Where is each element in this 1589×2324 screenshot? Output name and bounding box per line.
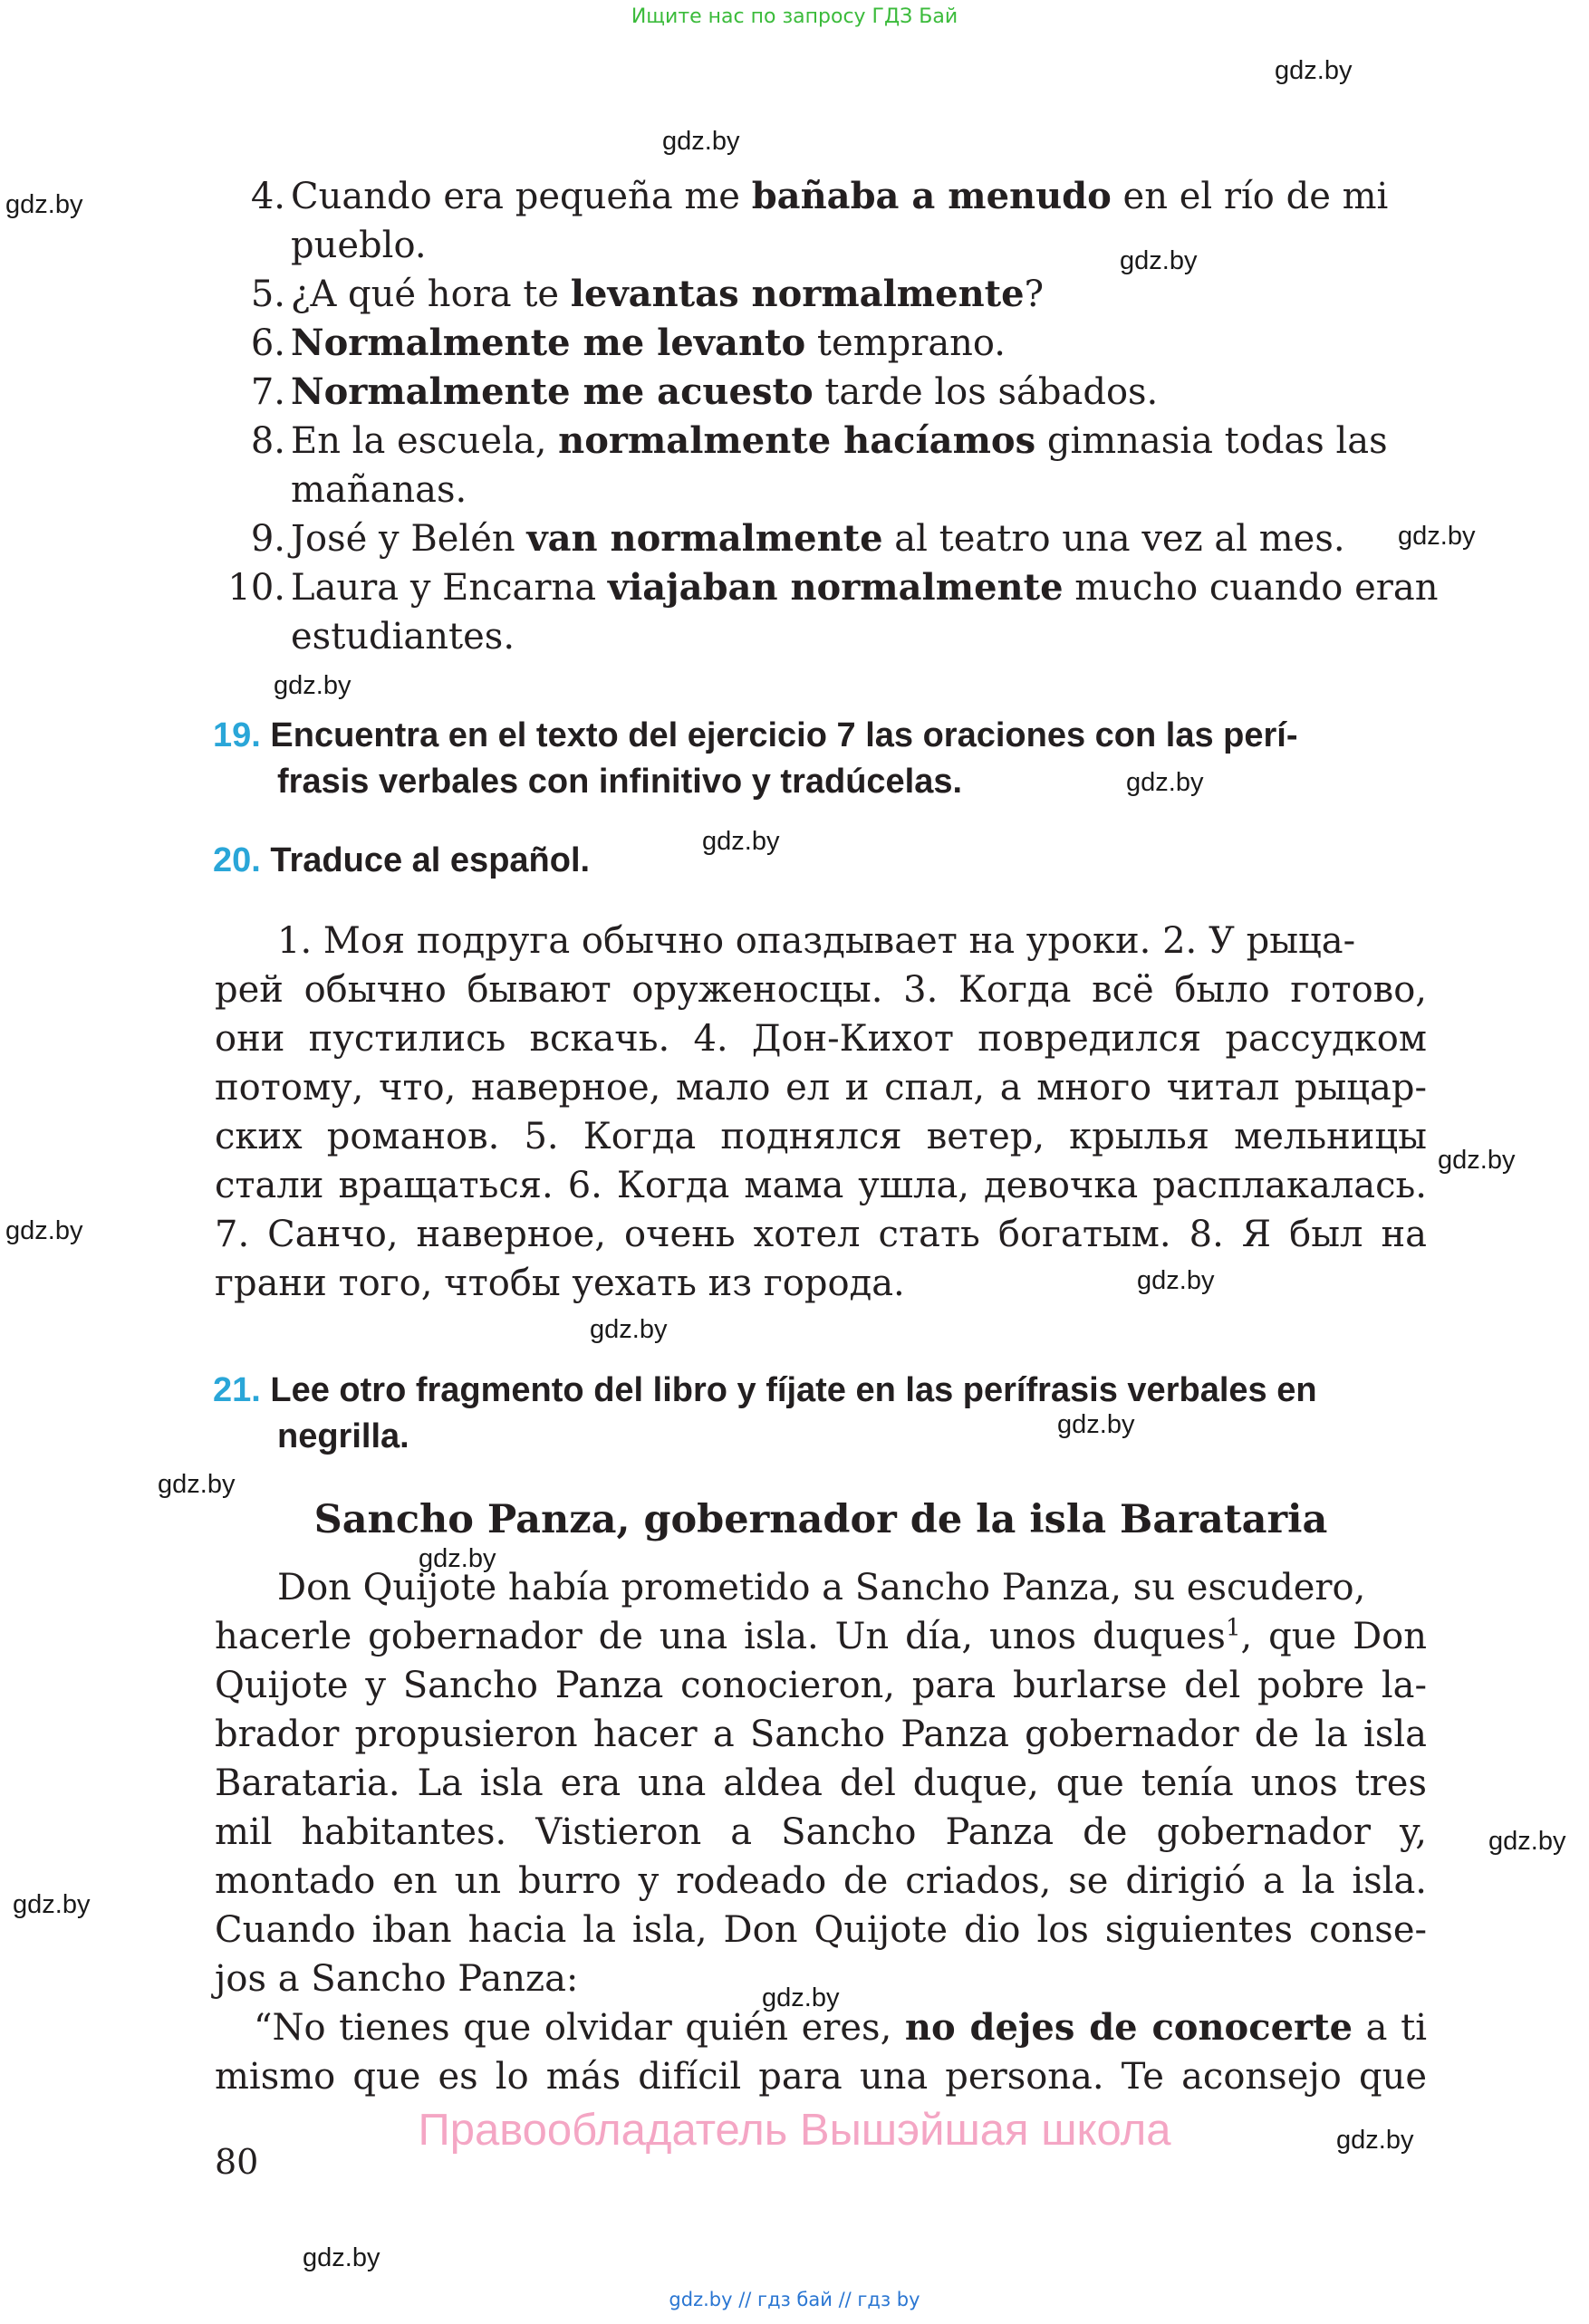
list-item-continuation: pueblo. bbox=[291, 225, 427, 266]
watermark: gdz.by bbox=[274, 671, 352, 700]
task-text: Encuentra en el texto del ejercicio 7 las oraciones con las perí- bbox=[270, 716, 1298, 754]
story-text: “No tienes que olvidar quién eres, bbox=[254, 2007, 905, 2049]
task-number: 20. bbox=[213, 841, 261, 879]
footer-links[interactable]: gdz.by // гдз бай // гдз by bbox=[669, 2289, 920, 2310]
story-line: montado en un burro y rodeado de criados, se dirigió a la isla. bbox=[215, 1860, 1427, 1902]
list-item-bold: normalmente hacíamos bbox=[558, 419, 1036, 462]
story-line: brador propusieron hacer a Sancho Panza gobernador de la isla bbox=[215, 1714, 1427, 1755]
list-item bbox=[208, 563, 1438, 612]
russian-line: стали вращаться. 6. Когда мама ушла, девочка расплакалась. bbox=[215, 1165, 1427, 1206]
task-text: Traduce al español. bbox=[270, 841, 591, 879]
russian-line: 7. Санчо, наверное, очень хотел стать богатым. 8. Я был на bbox=[215, 1214, 1427, 1255]
list-item-number: 10. bbox=[227, 567, 285, 609]
story-title: Sancho Panza, gobernador de la isla Barataria bbox=[313, 1497, 1328, 1542]
story-line: Barataria. La isla era una aldea del duque, que tenía unos tres bbox=[215, 1762, 1427, 1804]
story-text: a ti bbox=[1353, 2007, 1427, 2049]
watermark: gdz.by bbox=[1126, 768, 1204, 797]
list-item bbox=[208, 319, 1006, 368]
story-bold: no dejes de conocerte bbox=[904, 2006, 1353, 2049]
top-banner: Ищите нас по запросу ГДЗ Бай bbox=[631, 5, 958, 28]
list-item-bold: van normalmente bbox=[526, 517, 883, 560]
list-item-text: mucho cuando eran bbox=[1063, 567, 1439, 609]
story-line: mismo que es lo más difícil para una persona. Te aconsejo que bbox=[215, 2056, 1427, 2098]
list-item-number: 8. bbox=[250, 420, 285, 462]
watermark: gdz.by bbox=[1438, 1146, 1516, 1175]
watermark: gdz.by bbox=[419, 1544, 496, 1573]
russian-line: грани того, чтобы уехать из города. bbox=[215, 1263, 905, 1304]
list-item-text: gimnasia todas las bbox=[1035, 420, 1388, 462]
list-item-number: 9. bbox=[250, 518, 285, 560]
list-item-text: temprano. bbox=[805, 322, 1006, 364]
watermark: gdz.by bbox=[1398, 522, 1476, 551]
watermark: gdz.by bbox=[1057, 1410, 1135, 1439]
story-line: Don Quijote había prometido a Sancho Panza, su escudero, bbox=[277, 1567, 1366, 1609]
russian-line: потому, что, наверное, мало ел и спал, а много читал рыцар- bbox=[215, 1067, 1427, 1109]
story-line: mil habitantes. Vistieron a Sancho Panza de gobernador y, bbox=[215, 1811, 1427, 1853]
list-item-bold: viajaban normalmente bbox=[607, 566, 1064, 609]
story-line: Cuando iban hacia la isla, Don Quijote dio los siguientes conse- bbox=[215, 1909, 1427, 1951]
list-item-bold: Normalmente me levanto bbox=[291, 322, 806, 364]
list-item-number: 5. bbox=[250, 274, 285, 315]
list-item-text: En la escuela, bbox=[291, 420, 559, 462]
list-item-text: ¿A qué hora te bbox=[291, 274, 571, 315]
russian-line: они пустились вскачь. 4. Дон-Кихот повредился рассудком bbox=[215, 1018, 1427, 1060]
list-item-number: 6. bbox=[250, 322, 285, 364]
list-item-text: tarde los sábados. bbox=[813, 371, 1159, 413]
task-number: 21. bbox=[213, 1371, 261, 1409]
story-line bbox=[215, 1612, 1427, 1661]
watermark: gdz.by bbox=[1137, 1266, 1215, 1295]
watermark: gdz.by bbox=[303, 2243, 380, 2272]
russian-line: 1. Моя подруга обычно опаздывает на уроки. 2. У рыца- bbox=[277, 920, 1356, 962]
list-item-text: al teatro una vez al mes. bbox=[882, 518, 1345, 560]
watermark: gdz.by bbox=[1275, 56, 1353, 85]
page-number: 80 bbox=[215, 2142, 259, 2182]
task-19-line1 bbox=[213, 713, 1298, 758]
task-21-line1 bbox=[213, 1368, 1317, 1413]
copyright-notice: Правообладатель Вышэйшая школа bbox=[418, 2106, 1171, 2155]
list-item bbox=[208, 514, 1345, 563]
watermark: gdz.by bbox=[13, 1890, 91, 1919]
list-item bbox=[208, 270, 1044, 319]
list-item-text: Cuando era pequeña me bbox=[291, 176, 752, 217]
watermark: gdz.by bbox=[1120, 246, 1198, 275]
list-item-text: Laura y Encarna bbox=[291, 567, 608, 609]
story-text: hacerle gobernador de una isla. Un día, unos duques bbox=[215, 1616, 1226, 1657]
task-21-line2: negrilla. bbox=[277, 1417, 409, 1455]
footnote-marker: 1 bbox=[1225, 1614, 1241, 1642]
list-item-text: ? bbox=[1024, 274, 1045, 315]
russian-line: рей обычно бывают оруженосцы. 3. Когда всё было готово, bbox=[215, 969, 1427, 1011]
watermark: gdz.by bbox=[702, 827, 780, 856]
list-item-bold: levantas normalmente bbox=[570, 273, 1025, 315]
watermark: gdz.by bbox=[590, 1315, 668, 1344]
watermark: gdz.by bbox=[1336, 2126, 1414, 2155]
list-item bbox=[208, 417, 1388, 466]
list-item-text: José y Belén bbox=[291, 518, 527, 560]
list-item-continuation: estudiantes. bbox=[291, 616, 515, 658]
watermark: gdz.by bbox=[5, 1216, 83, 1245]
story-quote-line bbox=[254, 2003, 1427, 2052]
russian-line: ских романов. 5. Когда поднялся ветер, крылья мельницы bbox=[215, 1116, 1427, 1157]
list-item bbox=[208, 368, 1158, 417]
task-20 bbox=[213, 838, 590, 883]
story-line: Quijote y Sancho Panza conocieron, para burlarse del pobre la- bbox=[215, 1665, 1427, 1706]
list-item-bold: bañaba a menudo bbox=[751, 175, 1112, 217]
list-item bbox=[208, 172, 1388, 221]
task-19-line2: frasis verbales con infinitivo y tradúcelas. bbox=[277, 763, 963, 801]
list-item-text: en el río de mi bbox=[1111, 176, 1389, 217]
list-item-bold: Normalmente me acuesto bbox=[291, 370, 814, 413]
list-item-continuation: mañanas. bbox=[291, 469, 467, 511]
watermark: gdz.by bbox=[1488, 1827, 1566, 1856]
task-text: Lee otro fragmento del libro y fíjate en las perífrasis verbales en bbox=[270, 1371, 1317, 1409]
list-item-number: 7. bbox=[250, 371, 285, 413]
watermark: gdz.by bbox=[158, 1470, 236, 1499]
watermark: gdz.by bbox=[662, 127, 740, 156]
watermark: gdz.by bbox=[762, 1983, 840, 2012]
list-item-number: 4. bbox=[250, 176, 285, 217]
story-text: , que Don bbox=[1240, 1616, 1427, 1657]
task-number: 19. bbox=[213, 716, 261, 754]
watermark: gdz.by bbox=[5, 190, 83, 219]
story-line: jos a Sancho Panza: bbox=[215, 1958, 579, 2000]
